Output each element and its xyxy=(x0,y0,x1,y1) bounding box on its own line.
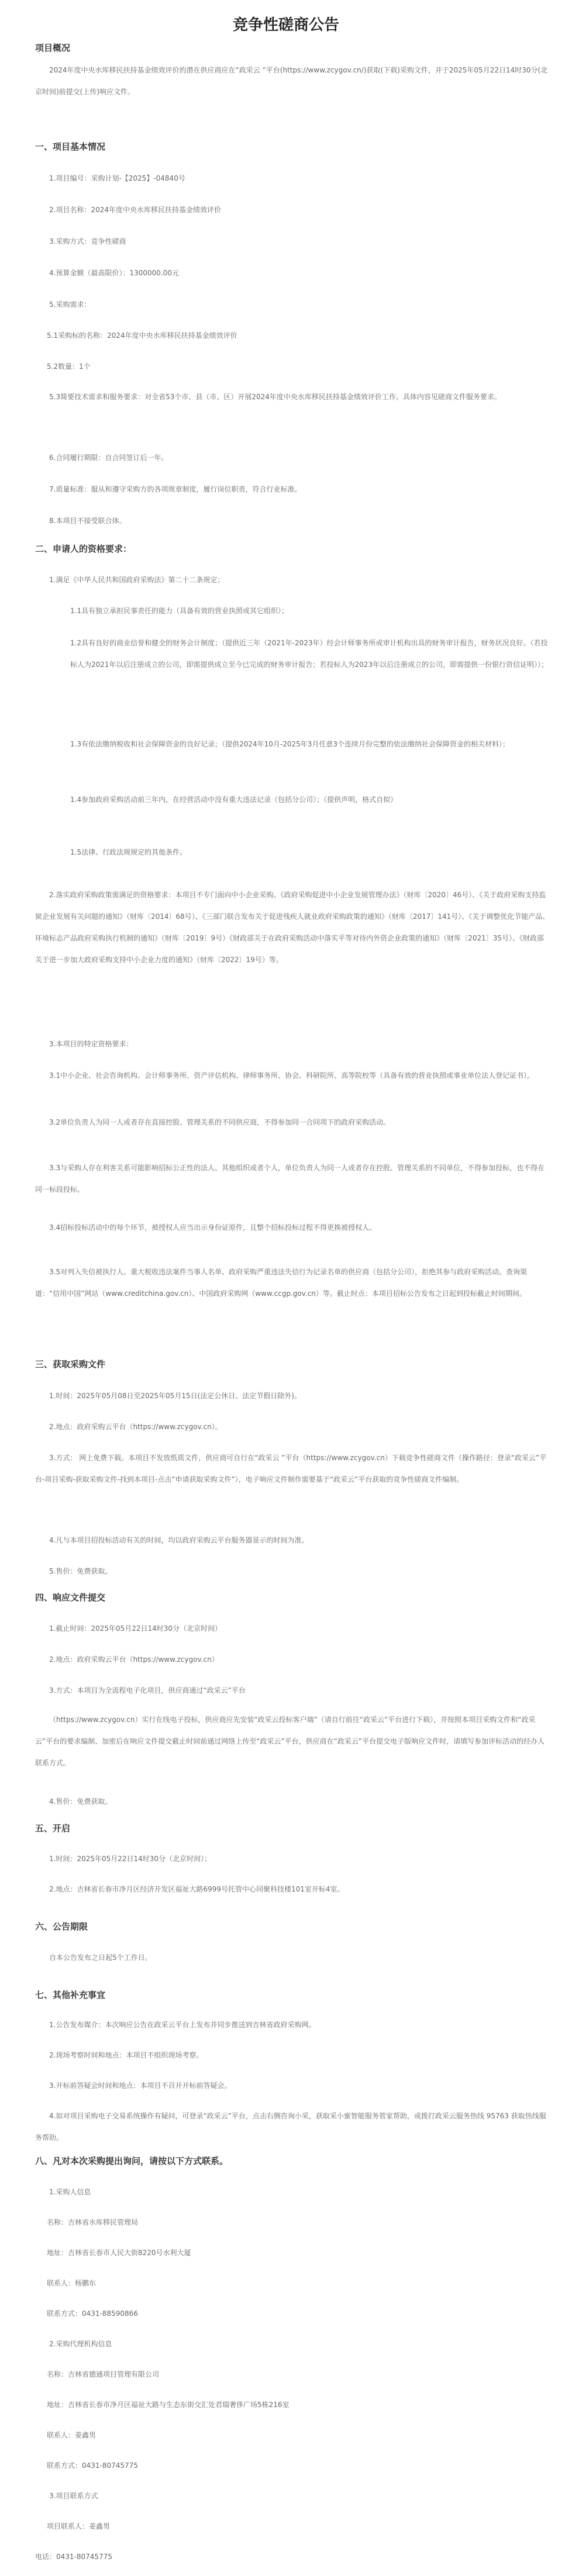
requirement-3-3: 3.3与采购人存在利害关系可能影响招标公正性的法人、其他组织或者个人，单位负责人为同一人或者存在控股、管理关系的不同单位，不得参加投标，也不得在同一标段投标。 xyxy=(35,1164,545,1194)
purchaser-address: 地址：吉林省长春市人民大街8220号水利大厦 xyxy=(47,2249,191,2257)
purchaser-phone: 联系方式：0431-88590866 xyxy=(47,2309,138,2318)
project-number: 1.项目编号：采购计划-【2025】-04840号 xyxy=(49,174,185,182)
section-1-heading: 一、项目基本情况 xyxy=(35,141,106,152)
quality-standard: 7.质量标准：服从和遵守采购方的各项规章制度，履行岗位职责，符合行业标准。 xyxy=(49,485,302,493)
submission-price: 4.售价：免费获取。 xyxy=(49,1797,112,1806)
quantity: 5.2数量：1个 xyxy=(47,362,91,371)
opening-place: 2.地点：吉林省长春市净月区经济开发区福祉大路6999号托管中心同聚科技楼101室开标4室。 xyxy=(49,1885,344,1893)
supplement-2: 2.现场考察时间和地点：本项目不组织现场考察。 xyxy=(49,2051,204,2059)
overview-heading: 项目概况 xyxy=(35,43,71,53)
section-6-heading: 六、公告期限 xyxy=(35,1921,88,1932)
section-7-heading: 七、其他补充事宜 xyxy=(35,1990,106,2000)
opening-time: 1.时间：2025年05月22日14时30分（北京时间）； xyxy=(49,1855,212,1863)
purchaser-name: 名称：吉林省水库移民管理局 xyxy=(47,2218,139,2226)
purchaser-title: 1.采购人信息 xyxy=(49,2188,91,2196)
project-name: 2.项目名称：2024年度中央水库移民扶持基金绩效评价 xyxy=(49,206,221,214)
section-5-heading: 五、开启 xyxy=(35,1823,71,1834)
specific-requirements: 3.本项目的特定资格要求： xyxy=(49,1040,133,1048)
requirement-3-5: 3.5对列入失信被执行人、重大税收违法案件当事人名单、政府采购严重违法失信行为记录名单的供应商（包括分公司），拒绝其参与政府采购活动。查询渠道：“信用中国”网站（www.creditchina.gov.cn）、中国政府采购网（www.ccgp.gov.cn）等。截止时点：本项目招标公告发布之日起到投标截止时间期间。 xyxy=(35,1268,528,1298)
agency-name: 名称：吉林省德通项目管理有限公司 xyxy=(47,2370,160,2378)
section-4-heading: 四、响应文件提交 xyxy=(35,1592,106,1603)
document-price: 5.售价：免费获取。 xyxy=(49,1567,112,1575)
document-time: 1.时间：2025年05月08日至2025年05月15日(法定公休日、法定节假日除外)。 xyxy=(49,1392,301,1400)
requirement-3-1: 3.1中小企业、社会咨询机构、会计师事务所、资产评估机构、律师事务所、协会、科研院所、高等院校等（具备有效的营业执照或事业单位法人登记证书）。 xyxy=(49,1071,535,1080)
submission-place: 2.地点：政府采购云平台（https://www.zcygov.cn） xyxy=(49,1655,219,1664)
supplement-3: 3.开标前答疑会时间和地点：本项目不召开开标前答疑会。 xyxy=(49,2081,232,2090)
no-consortium: 8.本项目不接受联合体。 xyxy=(49,517,126,525)
policy-requirements: 2.落实政府采购政策需满足的资格要求：本项目不专门面向中小企业采购。《政府采购促进中小企业发展管理办法》（财库〔2020〕46号）、《关于政府采购支持监狱企业发展有关问题的通知》（财库〔2014〕68号）、《三部门联合发布关于促进残疾人就业政府采购政策的通知》（财库〔2017〕141号）、《关于调整优化节能产品、环境标志产品政府采购执行机制的通知》（财库〔2019〕9号）《财政部关于在政府采购活动中落实平等对待内外资企业政策的通知》（财库〔2021〕35号）、《财政部关于进一步加大政府采购支持中小企业力度的通知》（财库〔2022〕19号）等。 xyxy=(35,891,550,964)
supplement-4: 4.如对项目采购电子交易系统操作有疑问，可登录“政采云”平台，点击右侧咨询小采，获取采小蜜智能服务管家帮助，或拨打政采云服务热线 95763 获取热线服务帮助。 xyxy=(35,2112,546,2142)
project-contact: 项目联系人：姜鑫男 xyxy=(47,2522,111,2530)
section-8-heading: 八、凡对本次采购提出询问，请按以下方式联系。 xyxy=(35,2156,229,2166)
overview-text: 2024年度中央水库移民扶持基金绩效评价的潜在供应商应在“政采云 ”平台(https://www.zcygov.cn/)获取(下载)采购文件，并于2025年05月22日14时30分(北京时间)前提交(上传)响应文件。 xyxy=(35,66,548,96)
qualification-1-1: 1.1具有独立承担民事责任的能力（具备有效的营业执照或其它组织）； xyxy=(70,607,289,615)
project-phone: 电话：0431-80745775 xyxy=(35,2553,112,2561)
agency-title: 2.采购代理机构信息 xyxy=(49,2340,112,2348)
submission-deadline: 1.截止时间：2025年05月22日14时30分（北京时间） xyxy=(49,1624,222,1633)
page-title: 竞争性磋商公告 xyxy=(232,16,339,34)
qualification-1-4: 1.4参加政府采购活动前三年内，在经营活动中没有重大违法记录（包括分公司）；（提供声明，格式自拟） xyxy=(70,796,398,804)
document-place: 2.地点：政府采购云平台（https://www.zcygov.cn）。 xyxy=(49,1423,222,1431)
agency-contact: 联系人：姜鑫男 xyxy=(47,2431,97,2439)
qualification-1-3: 1.3有依法缴纳税收和社会保障资金的良好记录；（提供2024年10月-2025年3月任意3个连续月份完整的依法缴纳社会保障资金的相关材料）； xyxy=(70,740,510,748)
requirement-3-4: 3.4招标投标活动中的每个环节，被授权人应当出示身份证原件，且整个招标投标过程不得更换被授权人。 xyxy=(49,1223,377,1232)
notice-period: 自本公告发布之日起5个工作日。 xyxy=(49,1953,152,1962)
submission-note: （https://www.zcygov.cn）实行在线电子投标，供应商应先安装“政采云投标客户端”（请自行前往“政采云”平台进行下载），并按照本项目采购文件和“政采云”平台的要求编制、加密后在响应文件提交截止时间前通过网络上传至“政采云”平台，供应商在“政采云”平台提交电子版响应文件时，请填写参加评标活动的经办人联系方式。 xyxy=(35,1716,545,1767)
technical-requirements: 5.3简要技术需求和服务要求：对全省53个市、县（市、区）开展2024年度中央水库移民扶持基金绩效评价工作。具体内容见磋商文件服务要求。 xyxy=(49,393,501,401)
project-contact-title: 3.项目联系方式 xyxy=(49,2492,98,2500)
time-standard: 4.凡与本项目招投标活动有关的时间，均以政府采购云平台服务器显示的时间为准。 xyxy=(49,1536,309,1544)
purchaser-contact: 联系人：杨鹏东 xyxy=(47,2279,97,2287)
submission-method: 3.方式：本项目为全流程电子化项目，供应商通过“政采云”平台 xyxy=(49,1686,246,1695)
procurement-method: 3.采购方式：竞争性磋商 xyxy=(49,237,126,246)
section-2-heading: 二、申请人的资格要求： xyxy=(35,544,132,554)
qualification-1-2: 1.2具有良好的商业信誉和健全的财务会计制度；（提供近三年（2021年-2023年）经会计师事务所或审计机构出具的财务审计报告，财务状况良好。（若投标人为2021年以后注册成立的公司，即需提供成立至今已完成的财务审计报告；若投标人为2023年以后注册成立的公司，即需提供一份银行资信证明））； xyxy=(70,639,549,669)
section-3-heading: 三、获取采购文件 xyxy=(35,1359,106,1370)
supplement-1: 1.公告发布媒介：本次响应公告在政采云平台上发布并同步推送到吉林省政府采购网。 xyxy=(49,2021,316,2029)
agency-address: 地址：吉林省长春市净月区福祉大路与生态东街交汇处君瑞奢侈广场5栋216室 xyxy=(47,2401,290,2409)
procurement-needs: 5.采购需求： xyxy=(49,300,91,309)
subject-name: 5.1采购标的名称：2024年度中央水库移民扶持基金绩效评价 xyxy=(47,331,237,340)
budget-amount: 4.预算金额（最高限价）：1300000.00元 xyxy=(49,269,179,277)
agency-phone: 联系方式：0431-80745775 xyxy=(47,2461,138,2470)
document-method: 3.方式： 网上免费下载。本项目不发放纸质文件，供应商可自行在“政采云 ”平台（https://www.zcygov.cn）下载竞争性磋商文件（操作路径：登录“政采云”平台-项目采购-获取采购文件-找到本项目-点击“申请获取采购文件”），电子响应文件制作需要基于“政采云”平台获取的竞争性磋商文件编制。 xyxy=(35,1454,547,1484)
requirement-3-2: 3.2单位负责人为同一人或者存在直接控股、管理关系的不同供应商，不得参加同一合同项下的政府采购活动。 xyxy=(49,1118,391,1126)
contract-period: 6.合同履行期限：自合同签订后一年。 xyxy=(49,454,168,462)
qualification-1-5: 1.5法律、行政法规规定的其他条件。 xyxy=(70,848,187,856)
qualification-intro: 1.满足《中华人民共和国政府采购法》第二十二条规定； xyxy=(49,576,225,584)
